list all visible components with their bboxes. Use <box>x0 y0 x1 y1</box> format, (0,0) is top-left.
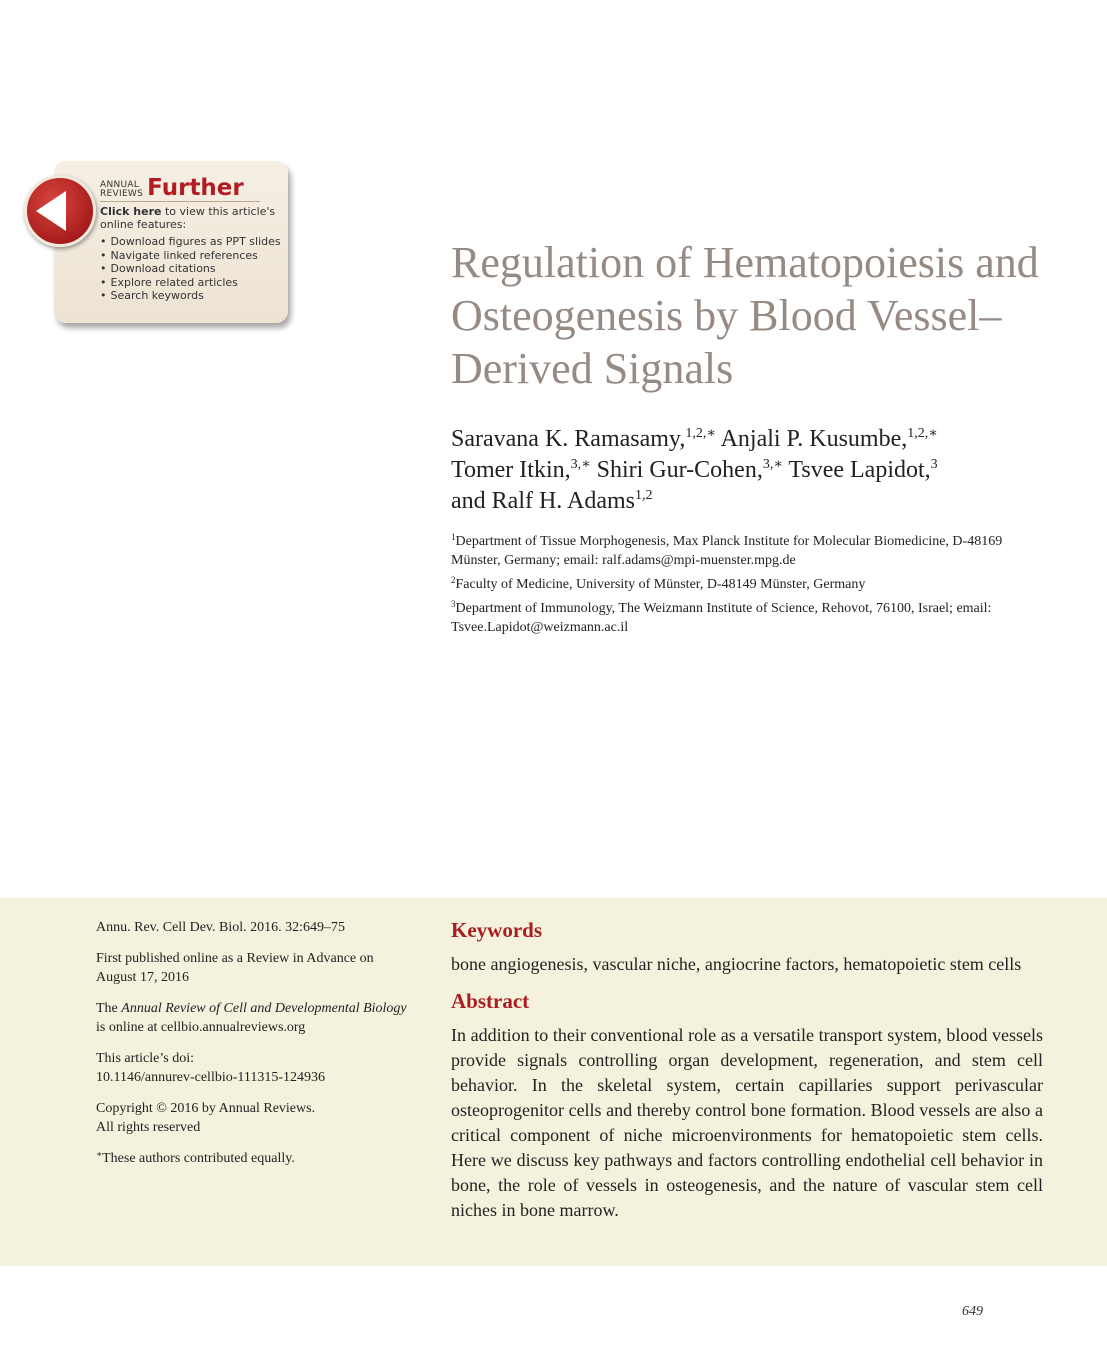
click-here-rest: to view this article's online features: <box>100 205 276 231</box>
doi-info: This article’s doi: 10.1146/annurev-cellbio-111315-124936 <box>96 1050 326 1085</box>
affiliation-1: $^1$Department of Tissue Morphogenesis, Max Planck Institute for Molecular Biomedicine, D-48169 Münster, Germany; email: ralf.adams@mpi-muenster.mpg.de <box>451 532 1003 568</box>
author-name: Anjali P. Kusumbe, <box>715 426 908 452</box>
author-name: Shiri Gur-Cohen, <box>590 457 763 483</box>
affiliations <box>451 532 1051 642</box>
doi[interactable]: 10.1146/annurev-cellbio-111315-124936 <box>96 1070 326 1085</box>
annual-label: ANNUAL <box>100 180 140 190</box>
abstract-heading: Abstract <box>451 989 530 1013</box>
feature-search-keywords: • Search keywords <box>100 289 285 303</box>
author-name: Saravana K. Ramasamy, <box>451 426 686 452</box>
article-metadata <box>96 918 416 1179</box>
author-name: Tsvee Lapidot, <box>782 457 931 483</box>
author-list <box>451 424 1071 517</box>
author-affil-sup: 3 <box>930 457 938 472</box>
feature-ppt-slides: • Download figures as PPT slides <box>100 235 285 249</box>
author-name: and Ralf H. Adams <box>451 488 635 514</box>
author-affil-sup: 1,2 <box>634 488 653 503</box>
keywords-heading: Keywords <box>451 918 542 942</box>
affiliation-3: $^3$Department of Immunology, The Weizmann Institute of Science, Rehovot, 76100, Israel; email: Tsvee.Lapidot@weizmann.ac.il <box>451 599 992 635</box>
annual-reviews-further-logo <box>100 177 260 202</box>
author-name: Tomer Itkin, <box>451 457 571 483</box>
journal-info: The Annual Review of Cell and Developmental Biology is online at cellbio.annualreviews.org <box>96 1000 407 1035</box>
author-affil-sup: 3,∗ <box>762 457 783 472</box>
reviews-label: REVIEWS <box>100 189 144 199</box>
click-here-text <box>100 205 285 231</box>
feature-linked-references: • Navigate linked references <box>100 249 285 263</box>
author-affil-sup: 1,2,∗ <box>907 426 938 441</box>
article-title: Regulation of Hematopoiesis and Osteogenesis by Blood Vessel–Derived Signals <box>451 238 1039 393</box>
affiliation-2: $^2$Faculty of Medicine, University of Münster, D-48149 Münster, Germany <box>451 575 866 592</box>
copyright: Copyright © 2016 by Annual Reviews. All rights reserved <box>96 1100 316 1135</box>
feature-download-citations: • Download citations <box>100 262 285 276</box>
equal-contribution-note: ∗These authors contributed equally. <box>96 1148 295 1166</box>
feature-related-articles: • Explore related articles <box>100 276 285 290</box>
page-number: 649 <box>962 1304 983 1319</box>
further-label: Further <box>147 175 244 201</box>
author-affil-sup: 1,2,∗ <box>685 426 716 441</box>
click-here-link[interactable]: Click here <box>100 205 162 218</box>
journal-name: Annual Review of Cell and Developmental Biology <box>121 1000 407 1016</box>
citation: Annu. Rev. Cell Dev. Biol. 2016. 32:649–75 <box>96 920 346 935</box>
further-box-content <box>100 177 285 303</box>
features-list <box>100 235 285 303</box>
abstract-text: In addition to their conventional role as a versatile transport system, blood vessels provide signals controlling organ development, regeneration, and stem cell behavior. In the skeletal system, certain capillaries support perivascular osteoprogenitor cells and thereby control bone formation. Blood vessels are also a critical component of niche microenvironments for hematopoietic stem cells. Here we discuss key pathways and factors controlling endothelial cell behavior in bone, the role of vessels in osteogenesis, and the nature of vascular stem cell niches in bone marrow. <box>451 1025 1043 1220</box>
keywords-abstract-column <box>451 916 1043 1223</box>
first-published: First published online as a Review in Advance on August 17, 2016 <box>96 950 374 985</box>
keywords-text: bone angiogenesis, vascular niche, angiocrine factors, hematopoietic stem cells <box>451 954 1022 974</box>
author-affil-sup: 3,∗ <box>570 457 591 472</box>
further-arrow-icon[interactable] <box>24 175 96 247</box>
